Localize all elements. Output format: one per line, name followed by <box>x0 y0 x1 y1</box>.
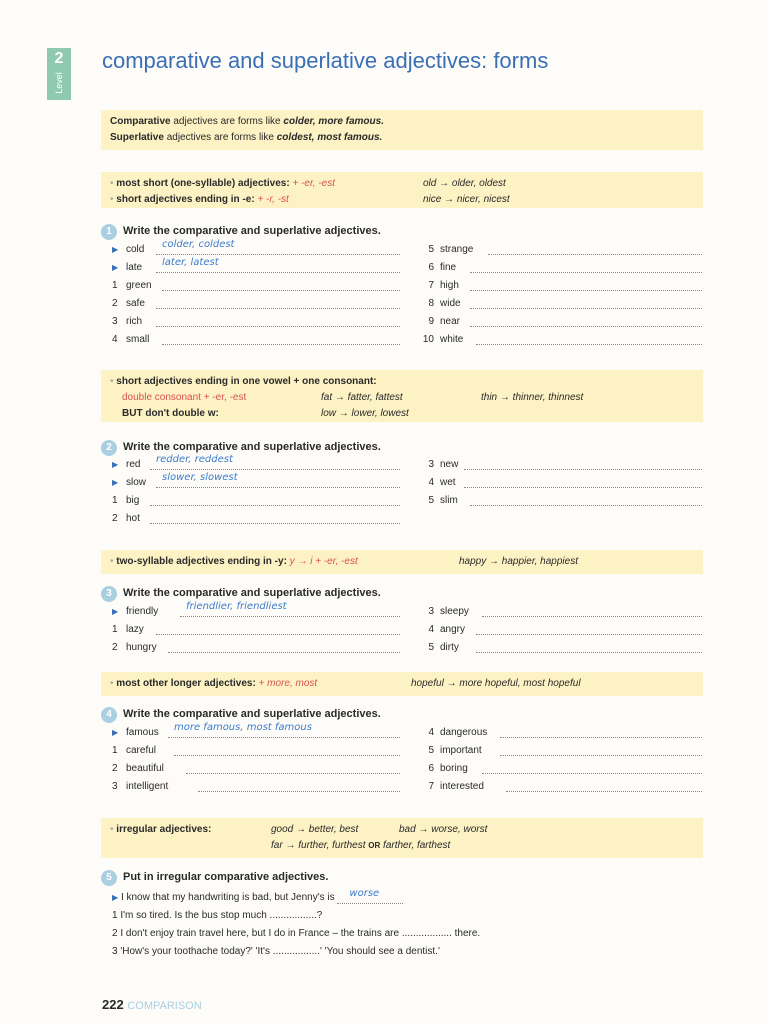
ex4-answer-line[interactable] <box>500 728 702 738</box>
ex3-left-item <box>112 624 144 635</box>
ex1-item-word: rich <box>126 316 143 327</box>
ex4-item-word: important <box>440 745 482 756</box>
rule-2c-example: low → lower, lowest <box>321 408 409 419</box>
ex3-answer-line[interactable] <box>168 643 400 653</box>
ex2-item-number: 4 <box>428 477 434 488</box>
ex2-answer-line[interactable] <box>470 496 702 506</box>
ex3-answer-line[interactable] <box>476 625 702 635</box>
rule-3a-example: happy → happier, happiest <box>459 556 578 567</box>
ex1-item-number: 3 <box>112 316 118 327</box>
ex2-item-number: 1 <box>112 495 118 506</box>
ex5-sentence-2: 2 I don't enjoy train travel here, but I do in France – the trains are .................. there. <box>112 928 481 939</box>
ex5-answer-example: worse <box>349 888 380 899</box>
ex2-handwritten-answer: redder, reddest <box>156 454 233 465</box>
rule-box-1 <box>101 172 703 208</box>
ex1-left-item <box>112 280 152 291</box>
level-number: 2 <box>54 50 64 67</box>
intro-box <box>101 110 703 150</box>
rule-1b: • short adjectives ending in -e: + -r, -st <box>110 194 289 205</box>
exercise-5-heading: 5 Put in irregular comparative adjectives. <box>101 870 328 886</box>
exercise-4-heading: 4 Write the comparative and superlative adjectives. <box>101 707 381 723</box>
ex4-left-item <box>112 763 164 774</box>
ex4-right-item <box>420 763 468 774</box>
ex1-item-word: near <box>440 316 461 327</box>
ex2-item-word: hot <box>126 513 140 524</box>
ex3-handwritten-answer: friendlier, friendliest <box>186 601 287 612</box>
ex2-item-word: new <box>440 459 459 470</box>
ex1-item-number: 1 <box>112 280 118 291</box>
ex1-left-item <box>112 298 145 309</box>
ex4-item-word: famous <box>126 727 159 738</box>
ex2-item-number: ▶ <box>112 460 119 469</box>
ex1-item-word: late <box>126 262 143 273</box>
ex3-left-item <box>112 606 158 617</box>
ex2-item-word: wet <box>440 477 456 488</box>
ex1-item-word: wide <box>440 298 461 309</box>
rule-1b-example: nice → nicer, nicest <box>423 194 510 205</box>
ex3-item-word: angry <box>440 624 466 635</box>
ex2-item-word: red <box>126 459 141 470</box>
ex1-right-item <box>420 316 460 327</box>
ex4-item-word: boring <box>440 763 468 774</box>
ex1-item-number: 10 <box>422 334 434 345</box>
ex4-item-number: 4 <box>428 727 434 738</box>
ex4-left-item <box>112 727 159 738</box>
ex4-answer-line[interactable] <box>506 782 702 792</box>
ex2-item-word: slim <box>440 495 458 506</box>
exercise-2-heading: 2 Write the comparative and superlative adjectives. <box>101 440 381 456</box>
ex1-item-word: strange <box>440 244 474 255</box>
ex2-item-word: big <box>126 495 140 506</box>
ex4-item-number: 5 <box>428 745 434 756</box>
ex1-answer-line[interactable] <box>156 317 400 327</box>
rule-5-good: good → better, best <box>271 824 359 835</box>
ex4-answer-line[interactable] <box>198 782 400 792</box>
ex2-answer-line[interactable] <box>464 478 702 488</box>
page-title: comparative and superlative adjectives: forms <box>102 48 549 73</box>
ex4-item-word: interested <box>440 781 484 792</box>
ex1-item-number: ▶ <box>112 263 119 272</box>
ex1-answer-line[interactable] <box>470 263 702 273</box>
ex4-left-item <box>112 745 156 756</box>
ex4-item-number: ▶ <box>112 728 119 737</box>
ex3-left-item <box>112 642 157 653</box>
ex3-right-item <box>420 642 459 653</box>
ex1-right-item <box>420 280 459 291</box>
ex4-left-item <box>112 781 168 792</box>
ex3-item-number: 4 <box>428 624 434 635</box>
ex2-item-number: 5 <box>428 495 434 506</box>
ex1-right-item <box>420 334 463 345</box>
ex1-answer-line[interactable] <box>470 299 702 309</box>
ex1-handwritten-answer: colder, coldest <box>162 239 235 250</box>
exercise-3-heading: 3 Write the comparative and superlative adjectives. <box>101 586 381 602</box>
ex1-item-number: 4 <box>112 334 118 345</box>
ex1-left-item <box>112 244 144 255</box>
rule-3a: • two-syllable adjectives ending in -y: y → i + -er, -est <box>110 556 358 567</box>
ex1-item-number: 8 <box>428 298 434 309</box>
rule-2b: double consonant + -er, -est <box>122 392 247 403</box>
ex1-item-number: 9 <box>428 316 434 327</box>
ex2-left-item <box>112 495 139 506</box>
rule-2a: • short adjectives ending in one vowel + one consonant: <box>110 376 377 387</box>
ex3-answer-line[interactable] <box>482 607 702 617</box>
ex1-item-number: ▶ <box>112 245 119 254</box>
ex1-item-word: high <box>440 280 459 291</box>
ex1-answer-line[interactable] <box>162 335 400 345</box>
rule-box-2 <box>101 370 703 422</box>
ex2-right-item <box>420 495 458 506</box>
ex1-left-item <box>112 316 142 327</box>
ex1-item-word: green <box>126 280 152 291</box>
rule-1a: • most short (one-syllable) adjectives: + -er, -est <box>110 178 335 189</box>
ex4-right-item <box>420 745 482 756</box>
ex3-item-word: friendly <box>126 606 159 617</box>
rule-2b-example-2: thin → thinner, thinnest <box>481 392 584 403</box>
ex1-answer-line[interactable] <box>470 317 702 327</box>
ex5-sentence-1: 1 I'm so tired. Is the bus stop much .................? <box>112 910 323 921</box>
ex1-answer-line[interactable] <box>162 281 400 291</box>
ex1-right-item <box>420 244 473 255</box>
rule-5-bad: bad → worse, worst <box>399 824 488 835</box>
ex2-left-item <box>112 513 140 524</box>
level-tab <box>47 48 71 100</box>
ex4-answer-line[interactable] <box>500 746 702 756</box>
intro-line-2: Superlative adjectives are forms like coldest, most famous. <box>110 132 383 143</box>
ex1-item-word: fine <box>440 262 457 273</box>
ex1-item-word: safe <box>126 298 145 309</box>
ex3-item-word: hungry <box>126 642 157 653</box>
ex2-handwritten-answer: slower, slowest <box>162 472 238 483</box>
ex4-answer-line[interactable] <box>174 746 400 756</box>
ex1-answer-line[interactable] <box>470 281 702 291</box>
ex4-item-number: 2 <box>112 763 118 774</box>
ex3-item-word: dirty <box>440 642 459 653</box>
rule-5a: • irregular adjectives: <box>110 824 212 835</box>
ex3-item-number: 3 <box>428 606 434 617</box>
ex4-item-word: dangerous <box>440 727 488 738</box>
ex2-right-item <box>420 477 456 488</box>
page-footer: 222 COMPARISON <box>102 997 202 1012</box>
ex1-left-item <box>112 262 142 273</box>
ex4-item-number: 6 <box>428 763 434 774</box>
ex1-item-word: small <box>126 334 150 345</box>
ex4-item-number: 7 <box>428 781 434 792</box>
rule-2b-example: fat → fatter, fattest <box>321 392 403 403</box>
rule-4a-example: hopeful → more hopeful, most hopeful <box>411 678 581 689</box>
ex3-right-item <box>420 606 469 617</box>
ex3-right-item <box>420 624 465 635</box>
ex4-right-item <box>420 781 484 792</box>
ex3-answer-line[interactable] <box>476 643 702 653</box>
ex4-handwritten-answer: more famous, most famous <box>174 722 312 733</box>
rule-box-4 <box>101 672 703 696</box>
ex1-item-word: white <box>440 334 464 345</box>
ex1-answer-line[interactable] <box>488 245 702 255</box>
ex4-right-item <box>420 727 487 738</box>
ex1-answer-line[interactable] <box>156 299 400 309</box>
exercise-1-heading: 1 Write the comparative and superlative adjectives. <box>101 224 381 240</box>
ex5-sentence-3: 3 'How's your toothache today?' 'It's .................' 'You should see a dentist.' <box>112 946 440 957</box>
ex4-item-number: 1 <box>112 745 118 756</box>
ex1-answer-line[interactable] <box>476 335 702 345</box>
ex2-left-item <box>112 459 140 470</box>
ex3-item-number: 5 <box>428 642 434 653</box>
ex4-item-word: beautiful <box>126 763 164 774</box>
ex3-answer-line[interactable] <box>156 625 400 635</box>
ex2-item-word: slow <box>126 477 147 488</box>
ex2-answer-line[interactable] <box>150 496 400 506</box>
rule-box-3 <box>101 550 703 574</box>
level-label: Level <box>54 72 64 94</box>
ex1-item-number: 6 <box>428 262 434 273</box>
rule-box-5 <box>101 818 703 858</box>
ex2-item-number: 3 <box>428 459 434 470</box>
rule-4a: • most other longer adjectives: + more, most <box>110 678 318 689</box>
ex1-right-item <box>420 298 461 309</box>
ex4-answer-line[interactable] <box>186 764 400 774</box>
ex1-item-word: cold <box>126 244 145 255</box>
ex2-right-item <box>420 459 458 470</box>
rule-2c: BUT don't double w: <box>122 408 219 419</box>
ex2-item-number: 2 <box>112 513 118 524</box>
ex1-item-number: 5 <box>428 244 434 255</box>
ex2-item-number: ▶ <box>112 478 119 487</box>
ex1-handwritten-answer: later, latest <box>162 257 219 268</box>
ex2-answer-line[interactable] <box>150 514 400 524</box>
ex3-item-word: sleepy <box>440 606 469 617</box>
ex4-item-number: 3 <box>112 781 118 792</box>
ex3-item-number: 1 <box>112 624 118 635</box>
intro-line-1: Comparative adjectives are forms like colder, more famous. <box>110 116 384 127</box>
ex2-answer-line[interactable] <box>464 460 702 470</box>
rule-1a-example: old → older, oldest <box>423 178 506 189</box>
ex3-item-number: ▶ <box>112 607 119 616</box>
ex4-answer-line[interactable] <box>482 764 702 774</box>
rule-5-far: far → further, furthest OR farther, farthest <box>271 840 451 851</box>
ex4-item-word: careful <box>126 745 157 756</box>
ex5-sentence-example: ▶ I know that my handwriting is bad, but Jenny's is worse <box>112 892 403 904</box>
ex1-right-item <box>420 262 456 273</box>
ex4-item-word: intelligent <box>126 781 169 792</box>
ex1-item-number: 2 <box>112 298 118 309</box>
ex2-left-item <box>112 477 146 488</box>
ex1-item-number: 7 <box>428 280 434 291</box>
ex3-item-word: lazy <box>126 624 144 635</box>
ex1-left-item <box>112 334 149 345</box>
ex3-item-number: 2 <box>112 642 118 653</box>
